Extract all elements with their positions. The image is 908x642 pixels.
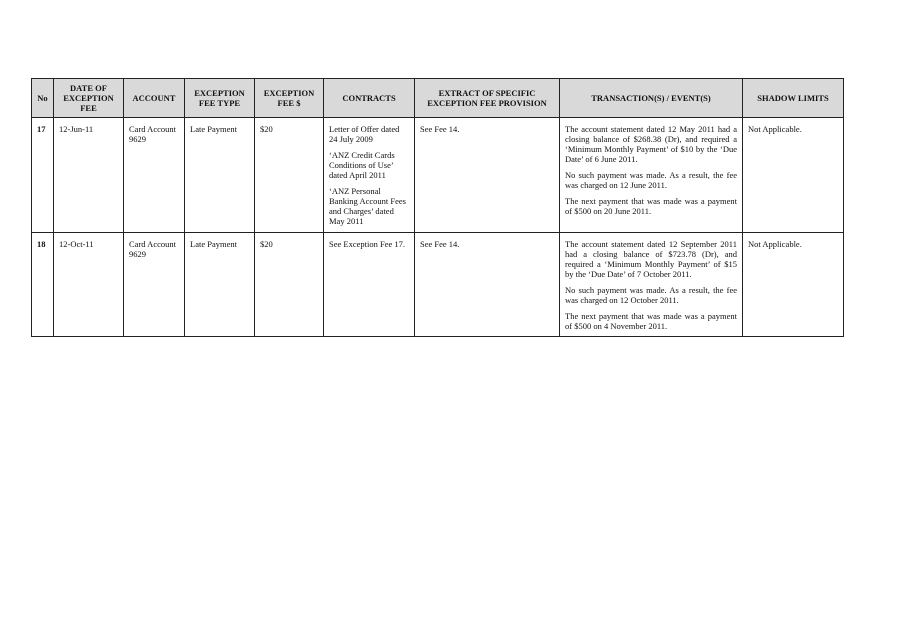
header-date: DATE OF EXCEPTION FEE bbox=[54, 79, 124, 118]
transaction-paragraph: No such payment was made. As a result, the fee was charged on 12 October 2011. bbox=[565, 285, 737, 305]
row-account: Card Account 9629 bbox=[124, 118, 185, 233]
contract-paragraph: ‘ANZ Credit Cards Conditions of Use’ dated April 2011 bbox=[329, 150, 395, 180]
table-row bbox=[32, 233, 844, 337]
row-transactions bbox=[560, 233, 743, 337]
transaction-paragraph: The next payment that was made was a payment of $500 on 4 November 2011. bbox=[565, 311, 737, 331]
row-fee-type: Late Payment bbox=[185, 233, 255, 337]
header-row bbox=[32, 79, 844, 118]
transaction-paragraph: No such payment was made. As a result, the fee was charged on 12 June 2011. bbox=[565, 170, 737, 190]
row-fee: $20 bbox=[255, 233, 324, 337]
row-shadow-limits: Not Applicable. bbox=[743, 118, 844, 233]
row-account: Card Account 9629 bbox=[124, 233, 185, 337]
row-number: 17 bbox=[32, 118, 54, 233]
header-fee-type: EXCEPTION FEE TYPE bbox=[185, 79, 255, 118]
row-extract: See Fee 14. bbox=[415, 118, 560, 233]
row-contracts bbox=[324, 233, 415, 337]
contract-paragraph: Letter of Offer dated 24 July 2009 bbox=[329, 124, 400, 144]
header-fee: EXCEPTION FEE $ bbox=[255, 79, 324, 118]
row-date: 12-Oct-11 bbox=[54, 233, 124, 337]
header-transactions: TRANSACTION(S) / EVENT(S) bbox=[560, 79, 743, 118]
contract-paragraph: ‘ANZ Personal Banking Account Fees and Charges’ dated May 2011 bbox=[329, 186, 406, 226]
table-row bbox=[32, 118, 844, 233]
transaction-paragraph: The account statement dated 12 May 2011 had a closing balance of $268.38 (Dr), and required a ‘Minimum Monthly Payment’ of $10 by the ‘Due Date’ of 6 June 2011. bbox=[565, 124, 737, 164]
header-account: ACCOUNT bbox=[124, 79, 185, 118]
row-number: 18 bbox=[32, 233, 54, 337]
row-extract: See Fee 14. bbox=[415, 233, 560, 337]
transaction-paragraph: The account statement dated 12 September 2011 had a closing balance of $723.78 (Dr), and required a ‘Minimum Monthly Payment’ of $15 by the ‘Due Date’ of 7 October 2011. bbox=[565, 239, 737, 279]
header-no: No bbox=[32, 79, 54, 118]
row-fee-type: Late Payment bbox=[185, 118, 255, 233]
row-fee: $20 bbox=[255, 118, 324, 233]
row-transactions bbox=[560, 118, 743, 233]
contract-paragraph: See Exception Fee 17. bbox=[329, 239, 406, 249]
header-extract: EXTRACT OF SPECIFIC EXCEPTION FEE PROVISION bbox=[415, 79, 560, 118]
row-contracts bbox=[324, 118, 415, 233]
exception-fees-table bbox=[31, 78, 844, 337]
header-contracts: CONTRACTS bbox=[324, 79, 415, 118]
transaction-paragraph: The next payment that was made was a payment of $500 on 20 June 2011. bbox=[565, 196, 737, 216]
row-shadow-limits: Not Applicable. bbox=[743, 233, 844, 337]
header-shadow-limits: SHADOW LIMITS bbox=[743, 79, 844, 118]
row-date: 12-Jun-11 bbox=[54, 118, 124, 233]
